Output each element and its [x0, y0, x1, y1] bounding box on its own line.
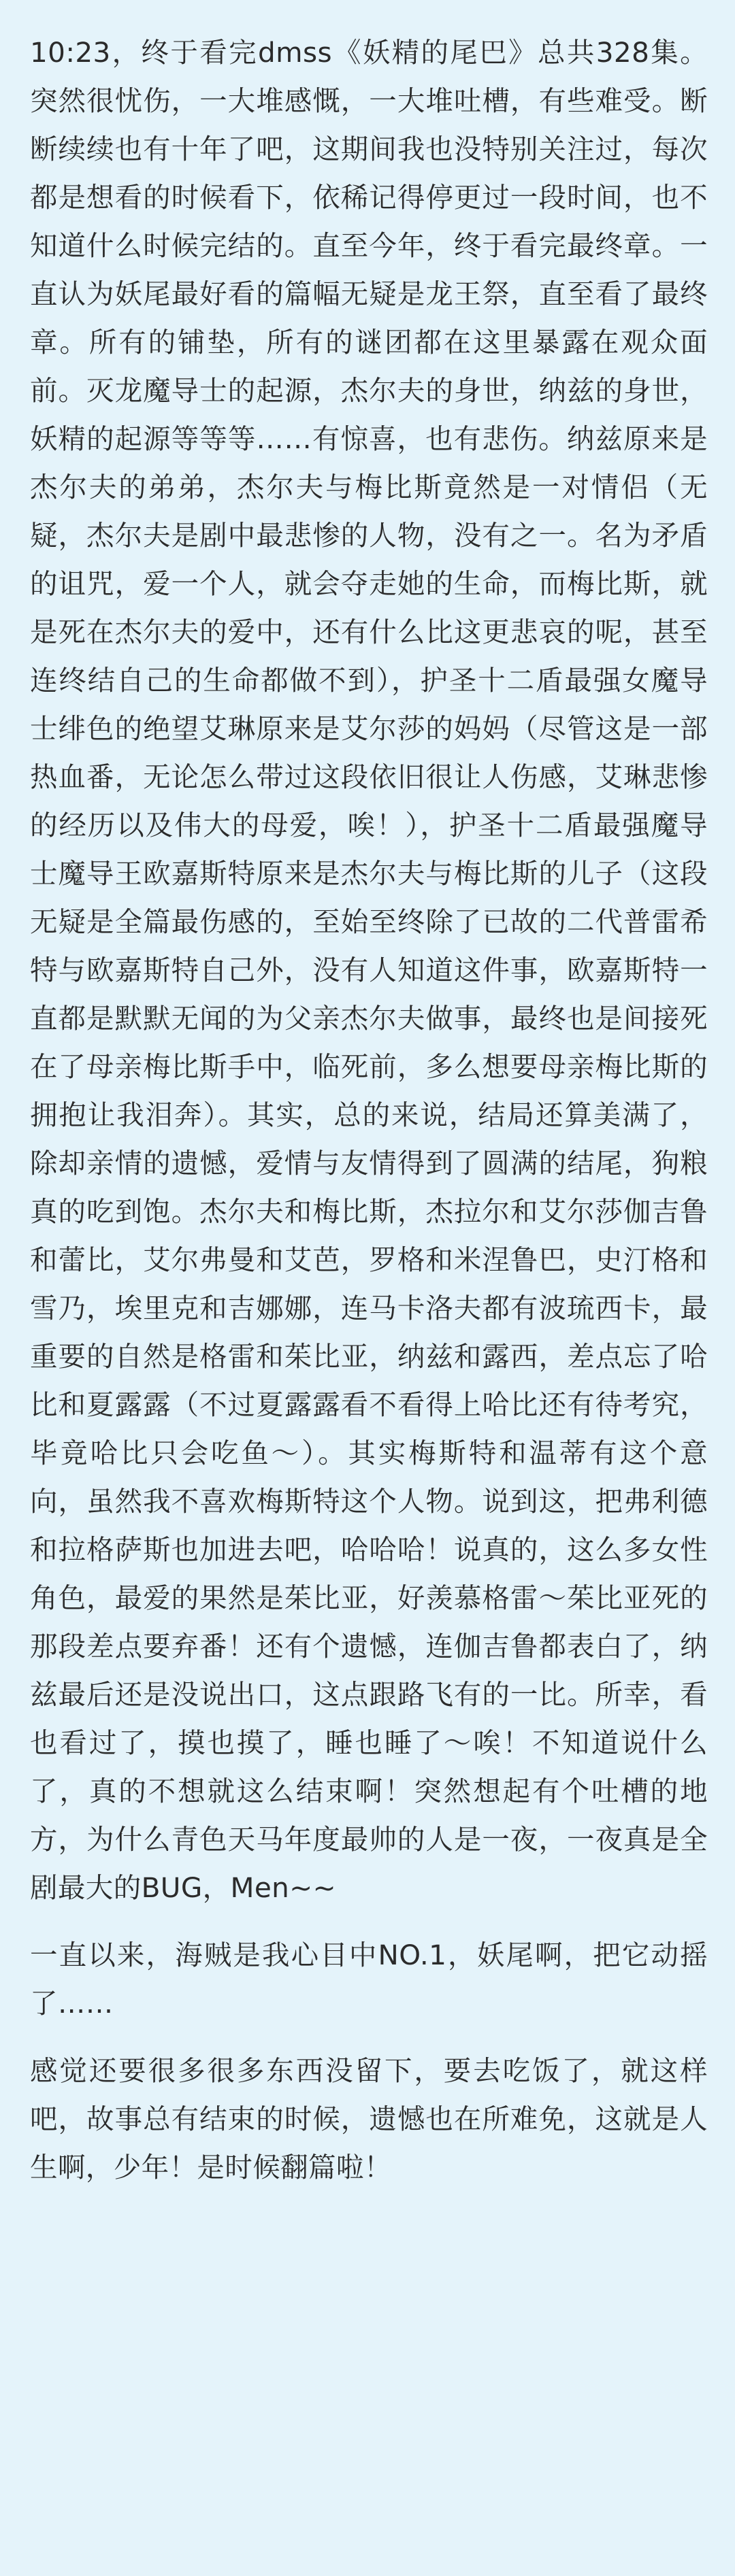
paragraph-closing: 感觉还要很多很多东西没留下，要去吃饭了，就这样吧，故事总有结束的时候，遗憾也在所难免，这就是人生啊，少年！是时候翻篇啦！ [30, 2054, 708, 2184]
paragraph-main: 10:23，终于看完dmss《妖精的尾巴》总共328集。突然很忧伤，一大堆感慨，一大堆吐槽，有些难受。断断续续也有十年了吧，这期间我也没特别关注过，每次都是想看的时候看下，依稀记得停更过一段时间，也不知道什么时候完结的。直至今年，终于看完最终章。一直认为妖尾最好看的篇幅无疑是龙王祭，直至看了最终章。所有的铺垫，所有的谜团都在这里暴露在观众面前。灭龙魔导士的起源，杰尔夫的身世，纳兹的身世，妖精的起源等等等……有惊喜，也有悲伤。纳兹原来是杰尔夫的弟弟，杰尔夫与梅比斯竟然是一对情侣（无疑，杰尔夫是剧中最悲惨的人物，没有之一。名为矛盾的诅咒，爱一个人，就会夺走她的生命，而梅比斯，就是死在杰尔夫的爱中，还有什么比这更悲哀的呢，甚至连终结自己的生命都做不到），护圣十二盾最强女魔导士绯色的绝望艾琳原来是艾尔莎的妈妈（尽管这是一部热血番，无论怎么带过这段依旧很让人伤感，艾琳悲惨的经历以及伟大的母爱，唉！），护圣十二盾最强魔导士魔导王欧嘉斯特原来是杰尔夫与梅比斯的儿子（这段无疑是全篇最伤感的，至始至终除了已故的二代普雷希特与欧嘉斯特自己外，没有人知道这件事，欧嘉斯特一直都是默默无闻的为父亲杰尔夫做事，最终也是间接死在了母亲梅比斯手中，临死前，多么想要母亲梅比斯的拥抱让我泪奔）。其实，总的来说，结局还算美满了，除却亲情的遗憾，爱情与友情得到了圆满的结尾，狗粮真的吃到饱。杰尔夫和梅比斯，杰拉尔和艾尔莎伽吉鲁和蕾比，艾尔弗曼和艾芭，罗格和米涅鲁巴，史汀格和雪乃，埃里克和吉娜娜，连马卡洛夫都有波琉西卡，最重要的自然是格雷和茱比亚，纳兹和露西，差点忘了哈比和夏露露（不过夏露露看不看得上哈比还有待考究，毕竟哈比只会吃鱼～）。其实梅斯特和温蒂有这个意向，虽然我不喜欢梅斯特这个人物。说到这，把弗利德和拉格萨斯也加进去吧，哈哈哈！说真的，这么多女性角色，最爱的果然是茱比亚，好羡慕格雷～茱比亚死的那段差点要弃番！还有个遗憾，连伽吉鲁都表白了，纳兹最后还是没说出口，这点跟路飞有的一比。所幸，看也看过了，摸也摸了，睡也睡了～唉！不知道说什么了，真的不想就这么结束啊！突然想起有个吐槽的地方，为什么青色天马年度最帅的人是一夜，一夜真是全剧最大的BUG，Men~~ [30, 36, 708, 1904]
paragraph-one-piece: 一直以来，海贼是我心目中NO.1，妖尾啊，把它动摇了…… [30, 1939, 708, 2020]
